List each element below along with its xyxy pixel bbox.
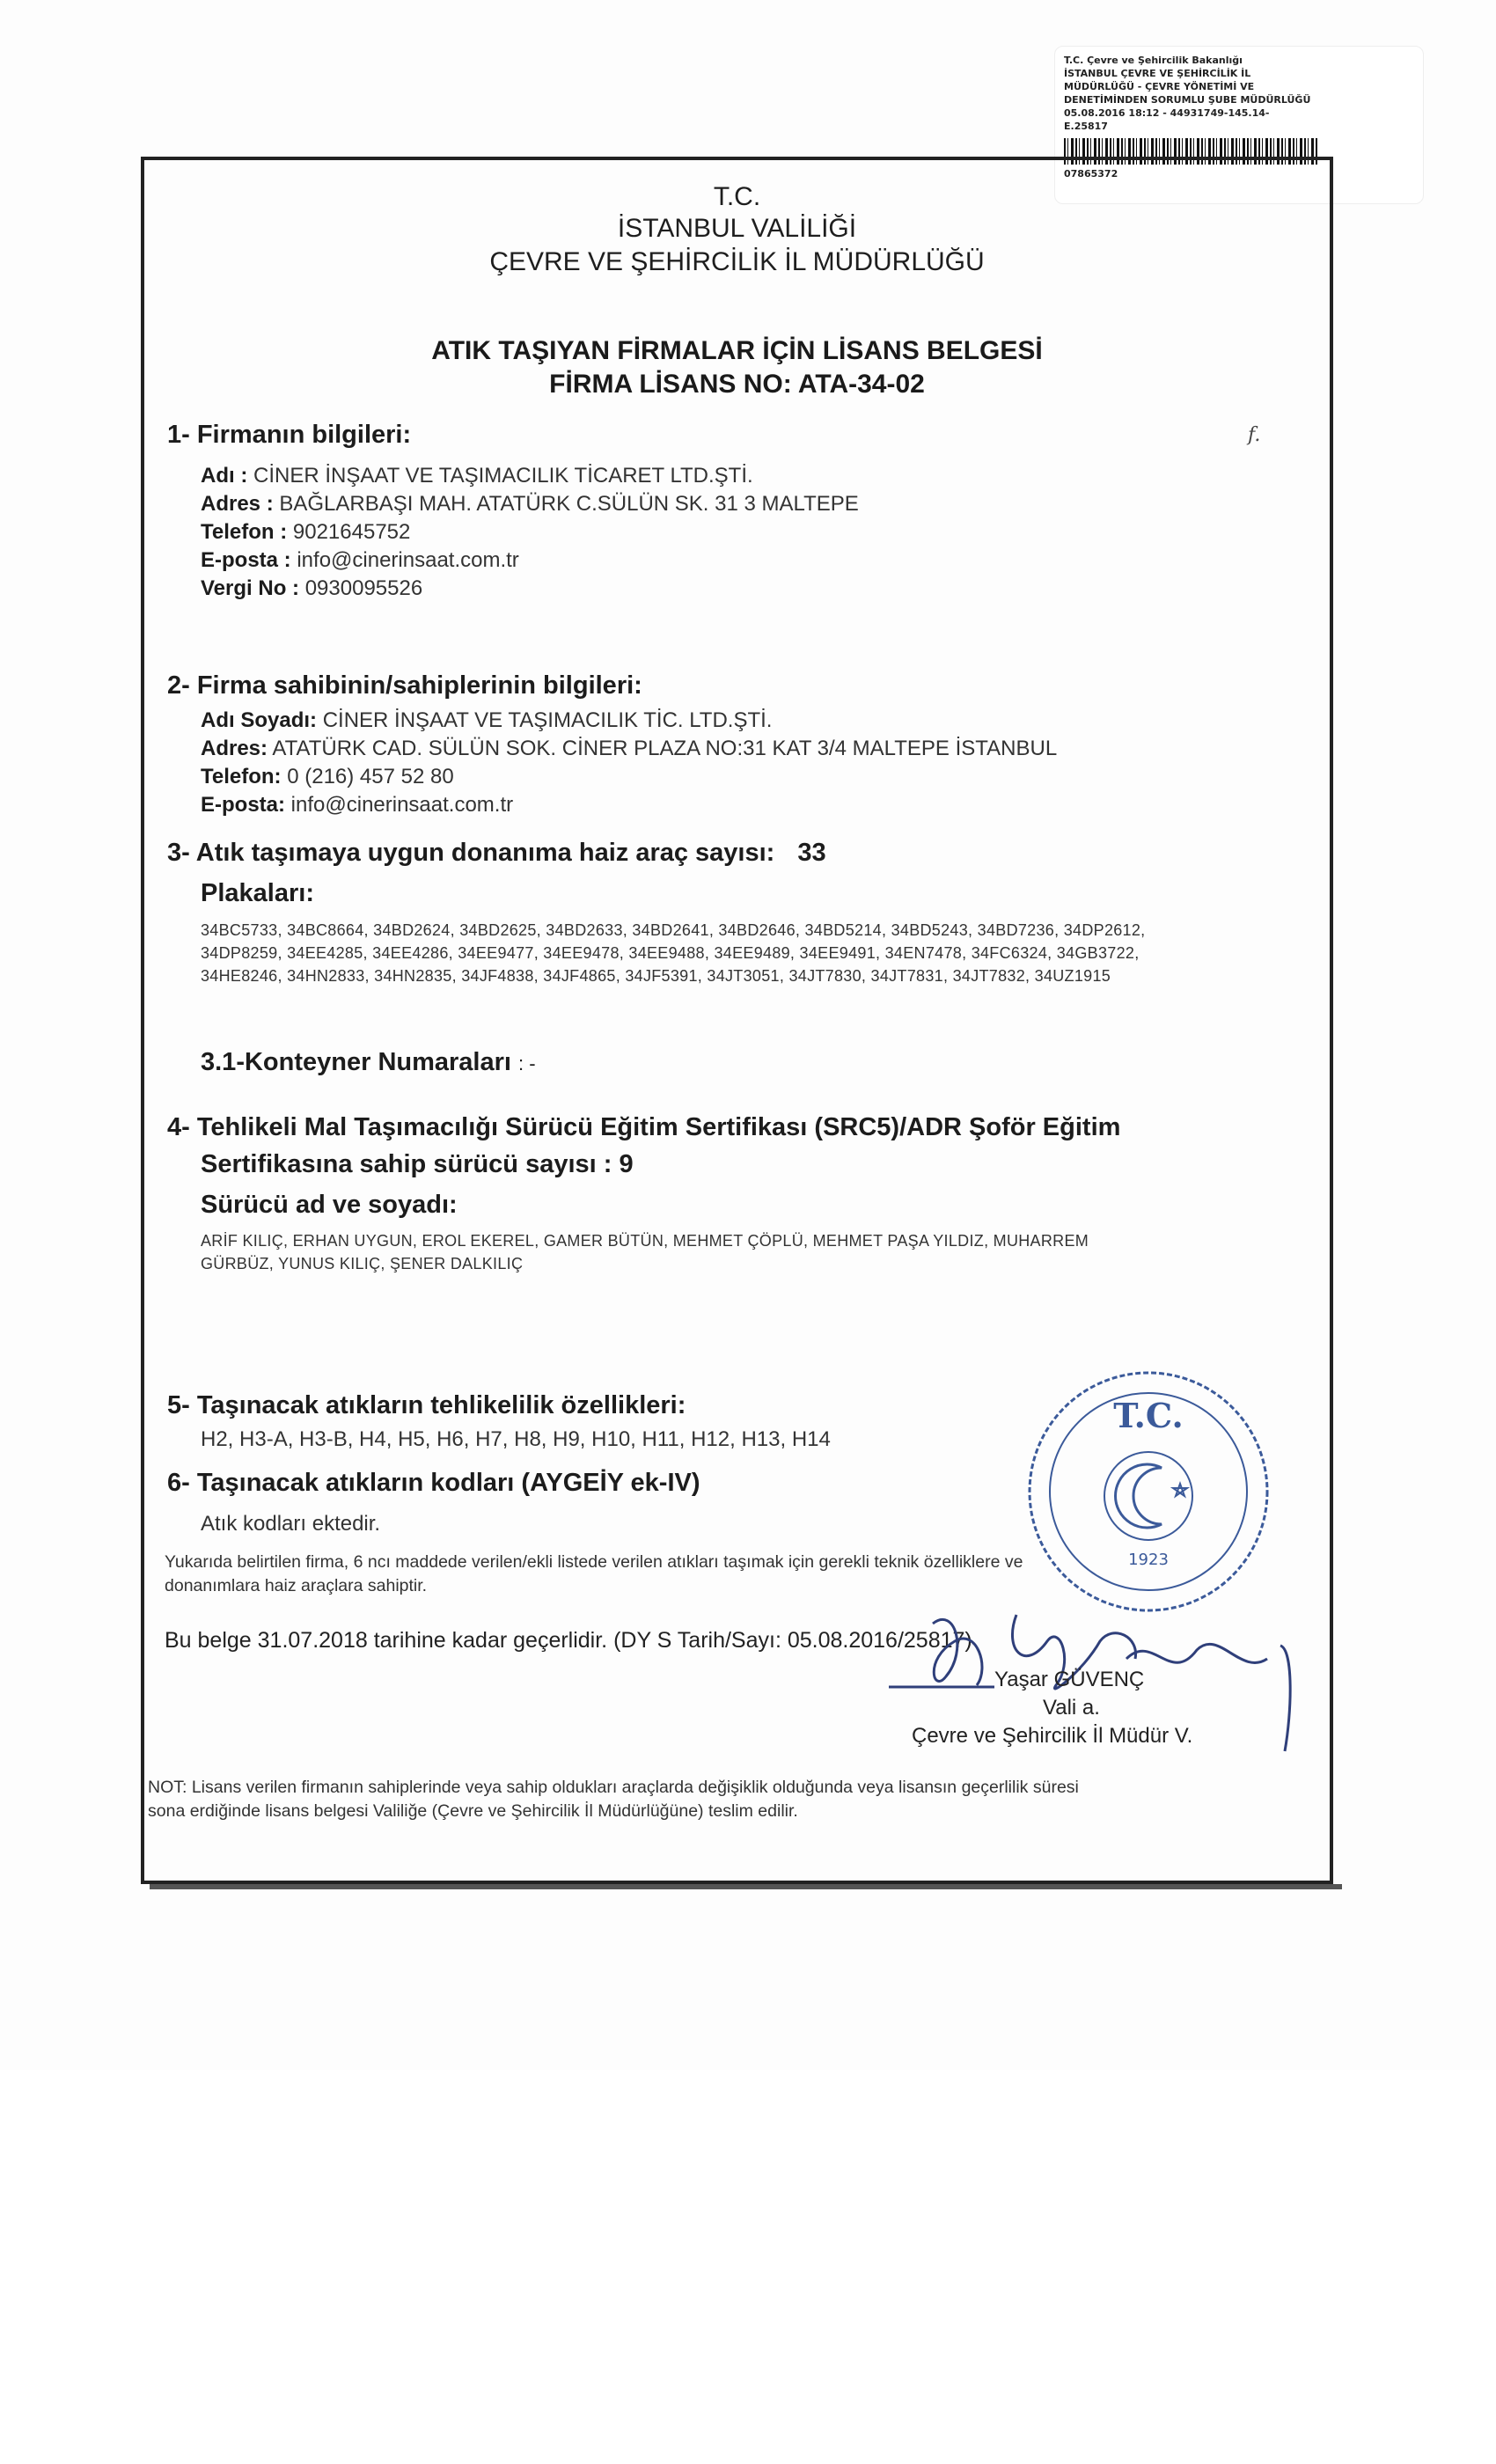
firm-tax-row [201,575,422,603]
firm-email-row [201,546,519,575]
statement-line: donanımlara haiz araçlara sahiptir. [165,1576,428,1595]
section1-title: 1- Firmanın bilgileri: [167,421,412,449]
plates-title: Plakaları: [201,879,314,907]
firm-email: info@cinerinsaat.com.tr [297,548,519,572]
firm-address-label: Adres : [201,492,274,516]
header-tc: T.C. [713,182,761,211]
signatory-title: Çevre ve Şehircilik İl Müdür V. [912,1724,1193,1748]
seal-tc-text: T.C. [1113,1396,1184,1435]
owner-address-label: Adres: [201,737,268,760]
signatory-name: Yaşar GÜVENÇ [994,1668,1145,1691]
drivers-line: GÜRBÜZ, YUNUS KILIÇ, ŞENER DALKILIÇ [201,1255,524,1272]
drivers-title: Sürücü ad ve soyadı: [201,1191,458,1219]
official-seal [1021,1364,1276,1619]
owner-email-label: E-posta: [201,793,285,817]
firm-email-label: E-posta : [201,548,291,572]
frame-shadow [150,1884,1342,1889]
owner-email: info@cinerinsaat.com.tr [290,793,514,817]
dys-label-line: T.C. Çevre ve Şehircilik Bakanlığı [1064,55,1243,66]
plates-line: 34HE8246, 34HN2833, 34HN2835, 34JF4838, 34JF4865, 34JF5391, 34JT3051, 34JT7830, 34JT7831, 34JT7832, 34UZ1915 [201,967,1111,985]
section4-driver-count: Sertifikasına sahip sürücü sayısı : 9 [201,1150,634,1178]
owner-name: CİNER İNŞAAT VE TAŞIMACILIK TİC. LTD.ŞTİ. [322,708,773,732]
section5-title: 5- Taşınacak atıkların tehlikelilik özellikleri: [167,1391,686,1419]
section4-title: 4- Tehlikeli Mal Taşımacılığı Sürücü Eğitim Sertifikası (SRC5)/ADR Şoför Eğitim [167,1113,1121,1141]
note-line: sona erdiğinde lisans belgesi Valiliğe (Çevre ve Şehircilik İl Müdürlüğüne) teslim edilir. [148,1801,798,1821]
containers-value: : - [518,1052,536,1074]
firm-name-label: Adı : [201,464,248,488]
owner-address: ATATÜRK CAD. SÜLÜN SOK. CİNER PLAZA NO:31 KAT 3/4 MALTEPE İSTANBUL [272,737,1058,760]
owner-address-row [201,735,1057,763]
firm-address: BAĞLARBAŞI MAH. ATATÜRK C.SÜLÜN SK. 31 3 MALTEPE [279,492,859,516]
owner-name-label: Adı Soyadı: [201,708,318,732]
firm-tax-label: Vergi No : [201,576,300,600]
header-governorship: İSTANBUL VALİLİĞİ [617,214,857,243]
owner-phone-label: Telefon: [201,765,282,788]
firm-phone-label: Telefon : [201,520,288,544]
waste-codes: Atık kodları ektedir. [201,1512,381,1536]
section6-title: 6- Taşınacak atıkların kodları (AYGEİY ek-IV) [167,1469,700,1497]
note-line: NOT: Lisans verilen firmanın sahiplerinde veya sahip oldukları araçlarda değişiklik olduğunda veya lisansın geçerlilik süresi [148,1778,1079,1797]
hazard-properties: H2, H3-A, H3-B, H4, H5, H6, H7, H8, H9, H10, H11, H12, H13, H14 [201,1427,831,1451]
firm-phone-row [201,518,410,546]
containers-title: 3.1-Konteyner Numaraları [201,1048,511,1076]
blank-page-area [0,2070,1496,2464]
owner-name-row [201,707,772,735]
owner-email-row [201,791,513,819]
section3-title: 3- Atık taşımaya uygun donanıma haiz araç sayısı: [167,839,775,867]
document-title: ATIK TAŞIYAN FİRMALAR İÇİN LİSANS BELGESİ [431,336,1043,365]
section2-title: 2- Firma sahibinin/sahiplerinin bilgileri: [167,671,642,700]
validity-statement: Bu belge 31.07.2018 tarihine kadar geçerlidir. (DY S Tarih/Sayı: 05.08.2016/25817) [165,1628,972,1653]
dys-label-line: E.25817 [1064,121,1108,132]
plates-line: 34DP8259, 34EE4285, 34EE4286, 34EE9477, 34EE9478, 34EE9488, 34EE9489, 34EE9491, 34EN7478, 34FC6324, 34GB3722, [201,944,1140,962]
header-directorate: ÇEVRE VE ŞEHİRCİLİK İL MÜDÜRLÜĞÜ [489,247,985,276]
owner-phone-row [201,763,454,791]
barcode-number: 07865372 [1064,168,1118,180]
seal-year-text: 1923 [1128,1551,1169,1569]
license-number: FİRMA LİSANS NO: ATA-34-02 [549,370,925,399]
dys-label-line: DENETİMİNDEN SORUMLU ŞUBE MÜDÜRLÜĞÜ [1064,94,1311,106]
section3-title-row [167,836,826,869]
margin-initial: f. [1248,424,1261,446]
drivers-line: ARİF KILIÇ, ERHAN UYGUN, EROL EKEREL, GAMER BÜTÜN, MEHMET ÇÖPLÜ, MEHMET PAŞA YILDIZ, MUHARREM [201,1232,1089,1250]
firm-phone: 9021645752 [292,520,411,544]
owner-phone: 0 (216) 457 52 80 [287,765,454,788]
statement-line: Yukarıda belirtilen firma, 6 ncı maddede verilen/ekli listede verilen atıkları taşımak için gerekli teknik özelliklere ve [165,1552,1023,1572]
dys-label-line: MÜDÜRLÜĞÜ - ÇEVRE YÖNETİMİ VE [1064,81,1255,92]
vehicle-count: 33 [797,839,826,867]
firm-name: CİNER İNŞAAT VE TAŞIMACILIK TİCARET LTD.ŞTİ. [253,464,753,488]
dys-label-line: İSTANBUL ÇEVRE VE ŞEHİRCİLİK İL [1064,68,1251,79]
dys-label-line: 05.08.2016 18:12 - 44931749-145.14- [1064,107,1270,119]
firm-name-row [201,462,753,490]
containers-row [201,1045,536,1081]
signatory-role: Vali a. [1043,1696,1100,1720]
plates-line: 34BC5733, 34BC8664, 34BD2624, 34BD2625, 34BD2633, 34BD2641, 34BD2646, 34BD5214, 34BD5243, 34BD7236, 34DP2612, [201,921,1146,939]
firm-address-row [201,490,859,518]
firm-tax-number: 0930095526 [304,576,423,600]
